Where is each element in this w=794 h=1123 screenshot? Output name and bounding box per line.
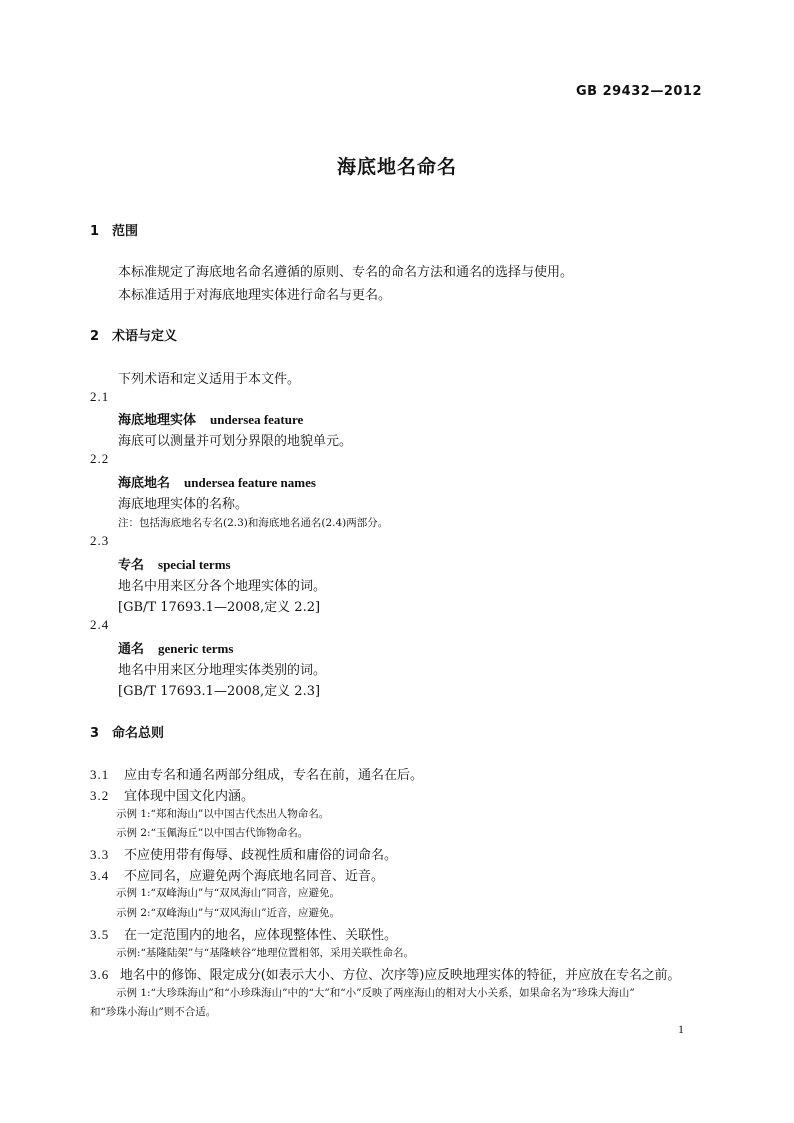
section-number: 2 xyxy=(90,329,100,344)
clause-number: 3.2 xyxy=(90,788,110,803)
term-number: 2.2 xyxy=(90,451,110,466)
clause-text: 不应使用带有侮辱、歧视性质和庸俗的词命名。 xyxy=(124,848,398,863)
term-heading xyxy=(118,409,303,428)
section-3-heading xyxy=(90,722,164,741)
term-number: 2.1 xyxy=(90,389,110,404)
scope-paragraph-1: 本标准规定了海底地名命名遵循的原则、专名的命名方法和通名的选择与使用。 xyxy=(118,265,574,280)
term-cn: 海底地名 xyxy=(118,476,171,491)
term-definition: 地名中用来区分各个地理实体的词。 xyxy=(118,579,327,594)
clause-number: 3.3 xyxy=(90,847,110,862)
clause xyxy=(90,865,384,884)
example: 示例 1:“双峰海山”与“双凤海山”同音，应避免。 xyxy=(116,887,341,899)
page-number: 1 xyxy=(678,1022,684,1036)
clause-text: 在一定范围内的地名，应体现整体性、关联性。 xyxy=(124,928,398,943)
term-heading xyxy=(118,638,233,657)
term-definition: 海底可以测量并可划分界限的地貌单元。 xyxy=(118,434,353,449)
section-2-heading xyxy=(90,325,177,344)
term-en: undersea feature xyxy=(210,412,304,427)
clause xyxy=(90,764,423,783)
clause-number: 3.6 xyxy=(90,967,110,982)
section-1-heading xyxy=(90,220,138,239)
example: 示例:“基隆陆架”与“基隆峡谷”地理位置相邻，采用关联性命名。 xyxy=(116,947,415,959)
term-cn: 通名 xyxy=(118,642,145,657)
clause xyxy=(90,964,680,983)
term-heading xyxy=(118,554,231,573)
term-definition: 海底地理实体的名称。 xyxy=(118,497,249,512)
clause-text: 地名中的修饰、限定成分(如表示大小、方位、次序等)应反映地理实体的特征，并应放在专名之前。 xyxy=(120,968,681,983)
clause-text: 宜体现中国文化内涵。 xyxy=(124,789,255,804)
term-number: 2.3 xyxy=(90,533,110,548)
clause-number: 3.5 xyxy=(90,927,110,942)
term-source: [GB/T 17693.1—2008,定义 2.2] xyxy=(118,600,321,615)
section-title: 术语与定义 xyxy=(112,329,178,344)
example: 示例 2:“玉佩海丘”以中国古代饰物命名。 xyxy=(116,827,309,839)
example-continued: 和“珍珠小海山”则不合适。 xyxy=(90,1006,217,1018)
section-title: 命名总则 xyxy=(112,726,165,741)
term-note: 注：包括海底地名专名(2.3)和海底地名通名(2.4)两部分。 xyxy=(118,517,389,529)
term-cn: 海底地理实体 xyxy=(118,413,197,428)
example: 示例 1:“郑和海山”以中国古代杰出人物命名。 xyxy=(116,808,330,820)
standard-code: GB 29432—2012 xyxy=(575,84,702,99)
term-en: special terms xyxy=(158,557,231,572)
term-source: [GB/T 17693.1—2008,定义 2.3] xyxy=(118,684,321,699)
clause-text: 应由专名和通名两部分组成，专名在前，通名在后。 xyxy=(124,768,424,783)
term-heading xyxy=(118,472,316,491)
clause-text: 不应同名，应避免两个海底地名同音、近音。 xyxy=(124,869,385,884)
term-cn: 专名 xyxy=(118,558,145,573)
section-number: 1 xyxy=(90,224,100,239)
page-title: 海底地名命名 xyxy=(336,156,457,178)
example: 示例 1:“大珍珠海山”和“小珍珠海山”中的“大”和“小”反映了两座海山的相对大小关系，如果命名为“珍珠大海山” xyxy=(116,987,635,999)
clause xyxy=(90,785,254,804)
clause-number: 3.1 xyxy=(90,767,110,782)
section-title: 范围 xyxy=(112,224,139,239)
scope-paragraph-2: 本标准适用于对海底地理实体进行命名与更名。 xyxy=(118,288,392,303)
definitions-intro: 下列术语和定义适用于本文件。 xyxy=(118,372,301,387)
term-definition: 地名中用来区分地理实体类别的词。 xyxy=(118,663,327,678)
term-en: undersea feature names xyxy=(184,475,316,490)
clause xyxy=(90,924,397,943)
example: 示例 2:“双峰海山”与“双风海山”近音，应避免。 xyxy=(116,907,341,919)
section-number: 3 xyxy=(90,726,100,741)
term-number: 2.4 xyxy=(90,617,110,632)
term-en: generic terms xyxy=(158,641,234,656)
clause-number: 3.4 xyxy=(90,868,110,883)
clause xyxy=(90,844,397,863)
